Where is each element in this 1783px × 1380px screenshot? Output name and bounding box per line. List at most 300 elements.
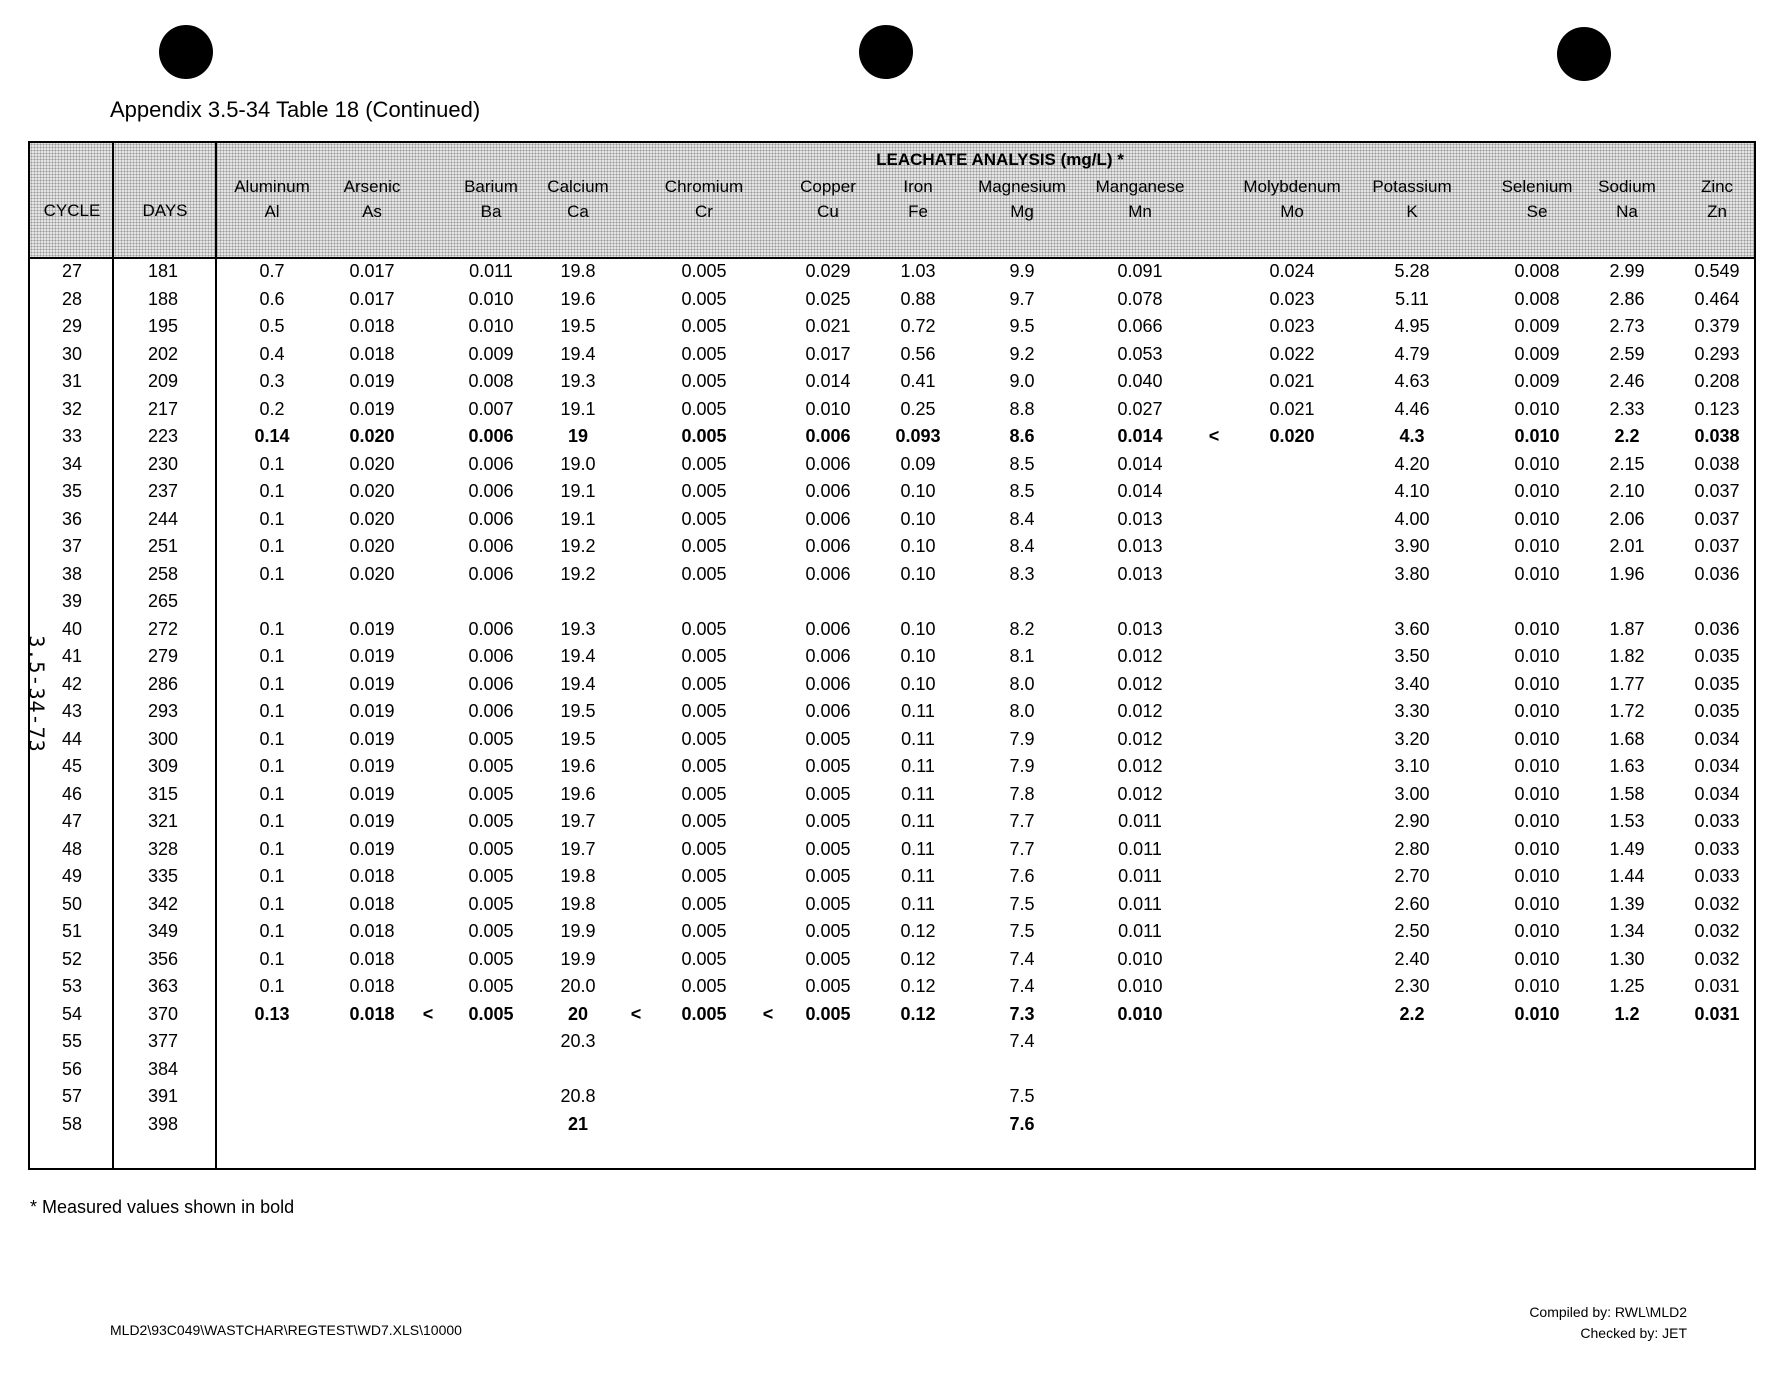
value-cell: 0.010 bbox=[1514, 701, 1560, 721]
value-cell: 0.56 bbox=[900, 343, 936, 364]
table-row bbox=[0, 1027, 1783, 1055]
value-cell: 0.005 bbox=[805, 783, 851, 804]
value-cell: 0.011 bbox=[1118, 811, 1162, 831]
analyte-name-header: Sodium bbox=[1598, 177, 1656, 196]
value-cell: 0.010 bbox=[1514, 728, 1560, 749]
cycle-cell: 39 bbox=[61, 591, 83, 611]
value-cell: 0.010 bbox=[1117, 948, 1163, 969]
value-cell: 0.1 bbox=[259, 673, 285, 694]
value-cell: 19.9 bbox=[560, 948, 596, 969]
cycle-cell: 37 bbox=[61, 536, 83, 556]
table-row bbox=[0, 725, 1783, 753]
value-cell: 20.3 bbox=[560, 1031, 596, 1051]
value-cell: 7.8 bbox=[1009, 783, 1035, 804]
value-cell: 0.005 bbox=[805, 728, 851, 749]
value-cell: 0.005 bbox=[681, 618, 727, 639]
table-row bbox=[0, 752, 1783, 780]
value-cell: 19.4 bbox=[560, 343, 596, 364]
value-cell: 7.3 bbox=[1009, 1003, 1035, 1024]
value-cell: 5.11 bbox=[1395, 288, 1429, 309]
value-cell: 0.009 bbox=[1514, 343, 1560, 364]
cycle-cell: 47 bbox=[61, 811, 83, 831]
cycle-cell: 54 bbox=[61, 1003, 83, 1024]
value-cell: 1.03 bbox=[900, 261, 936, 281]
value-cell: 4.46 bbox=[1394, 398, 1430, 419]
table-row bbox=[0, 835, 1783, 863]
value-cell: 0.009 bbox=[1514, 316, 1560, 336]
value-cell: 3.60 bbox=[1394, 618, 1430, 639]
table-row bbox=[0, 257, 1783, 285]
cycle-cell: 32 bbox=[61, 398, 83, 419]
value-cell: 2.99 bbox=[1609, 261, 1645, 281]
value-cell: 0.1 bbox=[259, 646, 285, 666]
table-row bbox=[0, 587, 1783, 615]
value-cell: 0.013 bbox=[1117, 536, 1163, 556]
compiled-by: Compiled by: RWL\MLD2 bbox=[1529, 1304, 1687, 1320]
value-cell: 0.078 bbox=[1117, 288, 1163, 309]
value-cell: 0.033 bbox=[1694, 811, 1740, 831]
value-cell: 1.30 bbox=[1609, 948, 1645, 969]
value-cell: 3.00 bbox=[1394, 783, 1430, 804]
value-cell: 0.11 bbox=[901, 893, 935, 914]
value-cell: 0.006 bbox=[468, 618, 514, 639]
value-cell: 0.014 bbox=[1117, 481, 1163, 501]
analyte-symbol-header: Ba bbox=[480, 202, 502, 221]
value-cell: 8.2 bbox=[1009, 618, 1035, 639]
days-cell: 315 bbox=[147, 783, 179, 804]
analyte-symbol-header: Fe bbox=[908, 202, 928, 221]
table-row bbox=[0, 477, 1783, 505]
value-cell: 0.10 bbox=[900, 673, 936, 694]
value-cell: 0.006 bbox=[805, 673, 851, 694]
days-cell: 398 bbox=[147, 1113, 179, 1134]
value-cell: 0.010 bbox=[1514, 673, 1560, 694]
value-cell: 0.005 bbox=[681, 398, 727, 419]
value-cell: 19.1 bbox=[560, 398, 596, 419]
value-cell: 0.029 bbox=[805, 261, 851, 281]
cycle-cell: 52 bbox=[61, 948, 83, 969]
days-cell: 321 bbox=[147, 811, 179, 831]
value-cell: 0.010 bbox=[1514, 426, 1560, 446]
value-cell: 1.96 bbox=[1609, 563, 1645, 584]
binder-hole bbox=[859, 25, 913, 79]
value-cell: 0.12 bbox=[900, 948, 936, 969]
value-cell: 0.1 bbox=[259, 811, 285, 831]
value-cell: 3.10 bbox=[1394, 756, 1430, 776]
value-cell: 0.008 bbox=[1514, 288, 1560, 309]
value-cell: 0.005 bbox=[681, 701, 727, 721]
value-cell: 0.021 bbox=[805, 316, 851, 336]
value-cell: 0.006 bbox=[468, 701, 514, 721]
value-cell: 0.1 bbox=[259, 563, 285, 584]
cycle-cell: 27 bbox=[61, 261, 83, 281]
value-cell: 0.010 bbox=[1514, 893, 1560, 914]
value-cell: 0.379 bbox=[1694, 316, 1740, 336]
value-cell: 0.019 bbox=[349, 756, 395, 776]
table-row bbox=[0, 807, 1783, 835]
table-row bbox=[0, 890, 1783, 918]
value-cell: 0.010 bbox=[1514, 536, 1560, 556]
value-cell: 0.005 bbox=[681, 343, 727, 364]
value-cell: 0.1 bbox=[259, 618, 285, 639]
value-cell: 19.4 bbox=[560, 646, 596, 666]
table-row bbox=[0, 670, 1783, 698]
value-cell: 0.010 bbox=[1514, 1003, 1560, 1024]
analyte-symbol-header: Cu bbox=[817, 202, 839, 221]
analyte-symbol-header: Mg bbox=[1010, 202, 1034, 221]
value-cell: 0.019 bbox=[349, 646, 395, 666]
value-cell: 0.018 bbox=[349, 976, 395, 996]
value-cell: 8.8 bbox=[1009, 398, 1035, 419]
value-cell: 0.2 bbox=[259, 398, 285, 419]
value-cell: 8.4 bbox=[1009, 508, 1035, 529]
value-cell: 0.005 bbox=[681, 756, 727, 776]
value-cell: 7.9 bbox=[1009, 756, 1035, 776]
value-cell: 0.034 bbox=[1694, 756, 1740, 776]
cycle-cell: 35 bbox=[61, 481, 83, 501]
value-cell: 0.1 bbox=[259, 453, 285, 474]
value-cell: 0.005 bbox=[468, 866, 514, 886]
value-cell: 0.010 bbox=[468, 316, 514, 336]
value-cell: 0.014 bbox=[805, 371, 851, 391]
value-cell: 0.037 bbox=[1694, 536, 1740, 556]
value-cell: 7.5 bbox=[1009, 1086, 1035, 1106]
table-row bbox=[0, 532, 1783, 560]
value-cell: 0.005 bbox=[468, 921, 514, 941]
value-cell: 0.005 bbox=[681, 508, 727, 529]
analyte-name-header: Chromium bbox=[664, 177, 744, 196]
cycle-cell: 41 bbox=[61, 646, 83, 666]
value-cell: 0.005 bbox=[805, 838, 851, 859]
value-cell: 4.95 bbox=[1394, 316, 1430, 336]
value-cell: 0.008 bbox=[1514, 261, 1560, 281]
value-cell: 2.73 bbox=[1609, 316, 1645, 336]
value-cell: 0.10 bbox=[900, 618, 936, 639]
value-cell: 0.005 bbox=[805, 976, 851, 996]
value-cell: 0.007 bbox=[468, 398, 514, 419]
less-than-flag: < bbox=[422, 1003, 434, 1024]
value-cell: 0.066 bbox=[1117, 316, 1163, 336]
value-cell: 0.012 bbox=[1117, 701, 1163, 721]
analyte-name-header: Calcium bbox=[547, 177, 609, 196]
value-cell: 19.1 bbox=[560, 508, 596, 529]
days-cell: 384 bbox=[147, 1058, 179, 1079]
analyte-name-header: Barium bbox=[464, 177, 518, 196]
days-cell: 335 bbox=[147, 866, 179, 886]
value-cell: 7.7 bbox=[1009, 838, 1035, 859]
value-cell: 0.005 bbox=[805, 866, 851, 886]
value-cell: 0.11 bbox=[901, 866, 935, 886]
value-cell: 0.020 bbox=[1269, 426, 1315, 446]
value-cell: 0.1 bbox=[259, 866, 285, 886]
cycle-cell: 51 bbox=[61, 921, 83, 941]
days-cell: 342 bbox=[147, 893, 179, 914]
value-cell: 0.005 bbox=[468, 756, 514, 776]
value-cell: 0.208 bbox=[1694, 371, 1740, 391]
value-cell: 0.020 bbox=[349, 536, 395, 556]
value-cell: 0.10 bbox=[900, 508, 936, 529]
value-cell: 1.63 bbox=[1609, 756, 1645, 776]
value-cell: 0.013 bbox=[1117, 618, 1163, 639]
value-cell: 7.4 bbox=[1009, 948, 1035, 969]
value-cell: 0.010 bbox=[1514, 481, 1560, 501]
table-row bbox=[0, 615, 1783, 643]
value-cell: 0.019 bbox=[349, 811, 395, 831]
cycle-cell: 33 bbox=[61, 426, 83, 446]
value-cell: 4.3 bbox=[1399, 426, 1425, 446]
days-cell: 244 bbox=[147, 508, 179, 529]
value-cell: 1.53 bbox=[1609, 811, 1645, 831]
cycle-cell: 45 bbox=[61, 756, 83, 776]
value-cell: 0.005 bbox=[468, 838, 514, 859]
value-cell: 0.035 bbox=[1694, 673, 1740, 694]
value-cell: 0.005 bbox=[681, 563, 727, 584]
value-cell: 0.005 bbox=[681, 453, 727, 474]
value-cell: 0.034 bbox=[1694, 783, 1740, 804]
value-cell: 0.014 bbox=[1117, 426, 1163, 446]
days-cell: 217 bbox=[147, 398, 179, 419]
value-cell: 7.7 bbox=[1009, 811, 1035, 831]
value-cell: 19.8 bbox=[560, 893, 596, 914]
analyte-symbol-header: Se bbox=[1526, 202, 1548, 221]
value-cell: 19.0 bbox=[560, 453, 596, 474]
value-cell: 9.7 bbox=[1009, 288, 1035, 309]
value-cell: 0.019 bbox=[349, 371, 395, 391]
days-cell: 195 bbox=[147, 316, 179, 336]
value-cell: 0.010 bbox=[1514, 783, 1560, 804]
value-cell: 0.018 bbox=[349, 893, 395, 914]
value-cell: 0.88 bbox=[900, 288, 936, 309]
value-cell: 0.010 bbox=[805, 398, 851, 419]
value-cell: 0.72 bbox=[900, 316, 936, 336]
value-cell: 0.020 bbox=[349, 508, 395, 529]
value-cell: 0.006 bbox=[805, 701, 851, 721]
value-cell: 0.1 bbox=[259, 921, 285, 941]
value-cell: 0.019 bbox=[349, 398, 395, 419]
value-cell: 8.0 bbox=[1009, 673, 1035, 694]
value-cell: 1.68 bbox=[1609, 728, 1645, 749]
value-cell: 0.009 bbox=[1514, 371, 1560, 391]
value-cell: 20.0 bbox=[560, 976, 596, 996]
value-cell: 0.006 bbox=[805, 481, 851, 501]
value-cell: 0.020 bbox=[349, 453, 395, 474]
days-cell: 202 bbox=[147, 343, 179, 364]
table-row bbox=[0, 917, 1783, 945]
value-cell: 0.005 bbox=[681, 893, 727, 914]
value-cell: 19 bbox=[567, 426, 589, 446]
value-cell: 0.011 bbox=[469, 261, 513, 281]
value-cell: 0.018 bbox=[349, 343, 395, 364]
value-cell: 4.20 bbox=[1394, 453, 1430, 474]
value-cell: 0.040 bbox=[1117, 371, 1163, 391]
value-cell: 19.5 bbox=[560, 701, 596, 721]
analyte-name-header: Iron bbox=[903, 177, 933, 196]
value-cell: 0.005 bbox=[468, 893, 514, 914]
value-cell: 8.0 bbox=[1009, 701, 1035, 721]
value-cell: 0.005 bbox=[681, 536, 727, 556]
table-row bbox=[0, 780, 1783, 808]
cycle-cell: 42 bbox=[61, 673, 83, 694]
value-cell: 0.032 bbox=[1694, 893, 1740, 914]
days-cell: 370 bbox=[147, 1003, 179, 1024]
value-cell: 0.010 bbox=[1514, 563, 1560, 584]
value-cell: 0.005 bbox=[468, 811, 514, 831]
days-cell: 279 bbox=[147, 646, 179, 666]
analyte-symbol-header: Mn bbox=[1128, 202, 1152, 221]
value-cell: 2.40 bbox=[1394, 948, 1430, 969]
value-cell: 0.293 bbox=[1694, 343, 1740, 364]
value-cell: 0.6 bbox=[259, 288, 285, 309]
value-cell: 4.00 bbox=[1394, 508, 1430, 529]
value-cell: 0.021 bbox=[1269, 398, 1315, 419]
value-cell: 0.005 bbox=[681, 838, 727, 859]
value-cell: 0.020 bbox=[349, 563, 395, 584]
value-cell: 4.79 bbox=[1394, 343, 1430, 364]
value-cell: 0.7 bbox=[259, 261, 285, 281]
value-cell: 0.1 bbox=[259, 976, 285, 996]
value-cell: 0.010 bbox=[1117, 1003, 1163, 1024]
analyte-name-header: Molybdenum bbox=[1243, 177, 1341, 196]
value-cell: 0.005 bbox=[805, 811, 851, 831]
value-cell: 0.005 bbox=[681, 1003, 727, 1024]
table-row bbox=[0, 285, 1783, 313]
value-cell: 9.0 bbox=[1009, 371, 1035, 391]
days-cell: 363 bbox=[147, 976, 179, 996]
value-cell: 0.006 bbox=[805, 508, 851, 529]
value-cell: 7.9 bbox=[1009, 728, 1035, 749]
value-cell: 0.1 bbox=[259, 481, 285, 501]
value-cell: 0.005 bbox=[681, 426, 727, 446]
value-cell: 7.6 bbox=[1009, 866, 1035, 886]
days-cell: 309 bbox=[147, 756, 179, 776]
days-cell: 230 bbox=[147, 453, 179, 474]
value-cell: 2.06 bbox=[1609, 508, 1645, 529]
value-cell: 0.006 bbox=[468, 563, 514, 584]
days-cell: 293 bbox=[147, 701, 179, 721]
value-cell: 0.037 bbox=[1694, 508, 1740, 529]
value-cell: 0.006 bbox=[468, 673, 514, 694]
value-cell: 0.018 bbox=[349, 921, 395, 941]
value-cell: 0.038 bbox=[1694, 426, 1740, 446]
value-cell: 2.2 bbox=[1399, 1003, 1425, 1024]
table-row bbox=[0, 450, 1783, 478]
value-cell: 2.80 bbox=[1394, 838, 1430, 859]
analyte-symbol-header: As bbox=[362, 202, 382, 221]
cycle-cell: 55 bbox=[61, 1031, 83, 1051]
value-cell: 1.49 bbox=[1609, 838, 1645, 859]
value-cell: 0.009 bbox=[468, 343, 514, 364]
value-cell: 0.005 bbox=[681, 261, 727, 281]
analyte-name-header: Manganese bbox=[1095, 177, 1185, 196]
value-cell: 0.005 bbox=[681, 783, 727, 804]
cycle-cell: 48 bbox=[61, 838, 83, 859]
analyte-symbol-header: Al bbox=[264, 202, 280, 221]
value-cell: 0.005 bbox=[681, 481, 727, 501]
value-cell: 0.12 bbox=[900, 921, 936, 941]
value-cell: 0.11 bbox=[901, 783, 935, 804]
value-cell: 2.59 bbox=[1609, 343, 1645, 364]
value-cell: 0.41 bbox=[900, 371, 936, 391]
value-cell: 0.006 bbox=[805, 563, 851, 584]
value-cell: 0.006 bbox=[805, 453, 851, 474]
table-row bbox=[0, 1082, 1783, 1110]
value-cell: 0.011 bbox=[1118, 838, 1162, 859]
value-cell: 5.28 bbox=[1394, 261, 1430, 281]
value-cell: 1.72 bbox=[1609, 701, 1645, 721]
cycle-cell: 58 bbox=[61, 1113, 83, 1134]
value-cell: 21 bbox=[567, 1113, 589, 1134]
value-cell: 0.006 bbox=[805, 618, 851, 639]
value-cell: 19.4 bbox=[560, 673, 596, 694]
value-cell: 0.012 bbox=[1117, 783, 1163, 804]
table-row bbox=[0, 642, 1783, 670]
value-cell: 0.018 bbox=[349, 1003, 395, 1024]
value-cell: 19.5 bbox=[560, 316, 596, 336]
analyte-symbol-header: Mo bbox=[1280, 202, 1304, 221]
checked-by: Checked by: JET bbox=[1580, 1325, 1687, 1341]
days-cell: 272 bbox=[147, 618, 179, 639]
value-cell: 2.60 bbox=[1394, 893, 1430, 914]
value-cell: 3.50 bbox=[1394, 646, 1430, 666]
value-cell: 0.25 bbox=[900, 398, 936, 419]
days-cell: 349 bbox=[147, 921, 179, 941]
value-cell: 8.5 bbox=[1009, 481, 1035, 501]
value-cell: 0.022 bbox=[1269, 343, 1315, 364]
value-cell: 0.1 bbox=[259, 728, 285, 749]
cycle-cell: 53 bbox=[61, 976, 83, 996]
value-cell: 0.005 bbox=[805, 921, 851, 941]
value-cell: 0.025 bbox=[805, 288, 851, 309]
cycle-cell: 40 bbox=[61, 618, 83, 639]
value-cell: 0.14 bbox=[254, 426, 290, 446]
value-cell: 0.011 bbox=[1118, 866, 1162, 886]
value-cell: 0.008 bbox=[468, 371, 514, 391]
value-cell: 0.5 bbox=[259, 316, 285, 336]
days-cell: 356 bbox=[147, 948, 179, 969]
value-cell: 0.005 bbox=[805, 948, 851, 969]
days-cell: 209 bbox=[147, 371, 179, 391]
value-cell: 0.038 bbox=[1694, 453, 1740, 474]
value-cell: 0.018 bbox=[349, 948, 395, 969]
value-cell: 0.006 bbox=[468, 508, 514, 529]
value-cell: 0.005 bbox=[681, 646, 727, 666]
side-page-number: 3.5-34-73 bbox=[24, 635, 49, 753]
value-cell: 8.1 bbox=[1009, 646, 1035, 666]
cycle-cell: 36 bbox=[61, 508, 83, 529]
value-cell: 3.80 bbox=[1394, 563, 1430, 584]
binder-hole bbox=[1557, 27, 1611, 81]
value-cell: 0.093 bbox=[895, 426, 941, 446]
leachate-analysis-header: LEACHATE ANALYSIS (mg/L) * bbox=[876, 150, 1124, 169]
value-cell: 0.036 bbox=[1694, 563, 1740, 584]
value-cell: 0.035 bbox=[1694, 646, 1740, 666]
table-row bbox=[0, 862, 1783, 890]
analyte-symbol-header: Na bbox=[1616, 202, 1638, 221]
value-cell: 0.019 bbox=[349, 728, 395, 749]
analyte-symbol-header: Ca bbox=[567, 202, 589, 221]
value-cell: 19.3 bbox=[560, 371, 596, 391]
table-row bbox=[0, 367, 1783, 395]
value-cell: 0.010 bbox=[1514, 508, 1560, 529]
cycle-cell: 34 bbox=[61, 453, 83, 474]
value-cell: 0.037 bbox=[1694, 481, 1740, 501]
days-cell: 258 bbox=[147, 563, 179, 584]
value-cell: 0.012 bbox=[1117, 646, 1163, 666]
value-cell: 0.031 bbox=[1694, 1003, 1740, 1024]
value-cell: 0.010 bbox=[1514, 398, 1560, 419]
table-row bbox=[0, 1000, 1783, 1028]
value-cell: 0.1 bbox=[259, 948, 285, 969]
